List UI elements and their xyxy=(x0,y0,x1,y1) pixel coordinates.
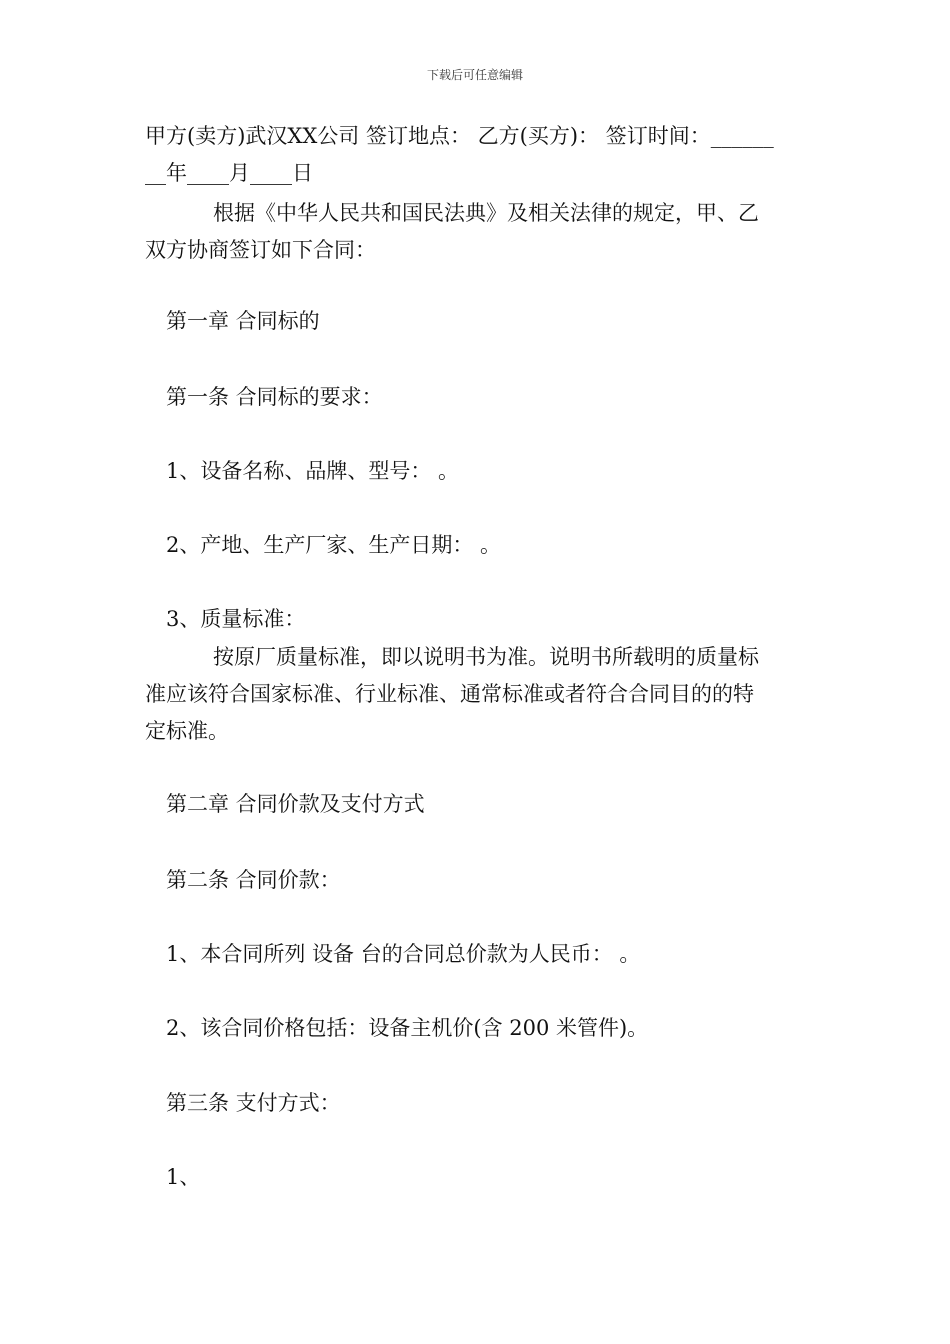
list-item: 1、本合同所列 设备 台的合同总价款为人民币： 。 xyxy=(166,942,641,966)
article-1-heading: 第一条 合同标的要求： xyxy=(166,385,383,409)
article-3-heading: 第三条 支付方式： xyxy=(166,1091,341,1115)
list-item: 1、设备名称、品牌、型号： 。 xyxy=(166,459,460,483)
intro-line-1: 甲方(卖方)武汉XX公司 签订地点： 乙方(买方)： 签订时间：______ xyxy=(145,124,774,148)
list-item: 3、质量标准： xyxy=(166,607,306,631)
intro-line-2: __年____月____日 xyxy=(145,161,313,185)
preamble-paragraph xyxy=(145,195,807,269)
intro-paragraph xyxy=(145,118,807,192)
preamble-line-1: 根据《中华人民共和国民法典》及相关法律的规定，甲、乙 xyxy=(213,201,759,225)
chapter-1-title: 第一章 合同标的 xyxy=(166,309,320,333)
quality-line-2: 准应该符合国家标准、行业标准、通常标准或者符合合同目的的特 xyxy=(145,682,754,706)
article-2-heading: 第二条 合同价款： xyxy=(166,868,341,892)
quality-line-3: 定标准。 xyxy=(145,719,229,743)
chapter-2-title: 第二章 合同价款及支付方式 xyxy=(166,792,425,816)
page-header: 下载后可任意编辑 xyxy=(426,68,523,82)
list-item: 2、产地、生产厂家、生产日期： 。 xyxy=(166,533,502,557)
preamble-line-2: 双方协商签订如下合同： xyxy=(145,238,376,262)
quality-line-1: 按原厂质量标准，即以说明书为准。说明书所载明的质量标 xyxy=(213,645,759,669)
quality-standard-paragraph xyxy=(145,639,807,750)
list-item: 2、该合同价格包括：设备主机价(含 200 米管件)。 xyxy=(166,1016,649,1040)
list-item: 1、 xyxy=(166,1165,201,1189)
